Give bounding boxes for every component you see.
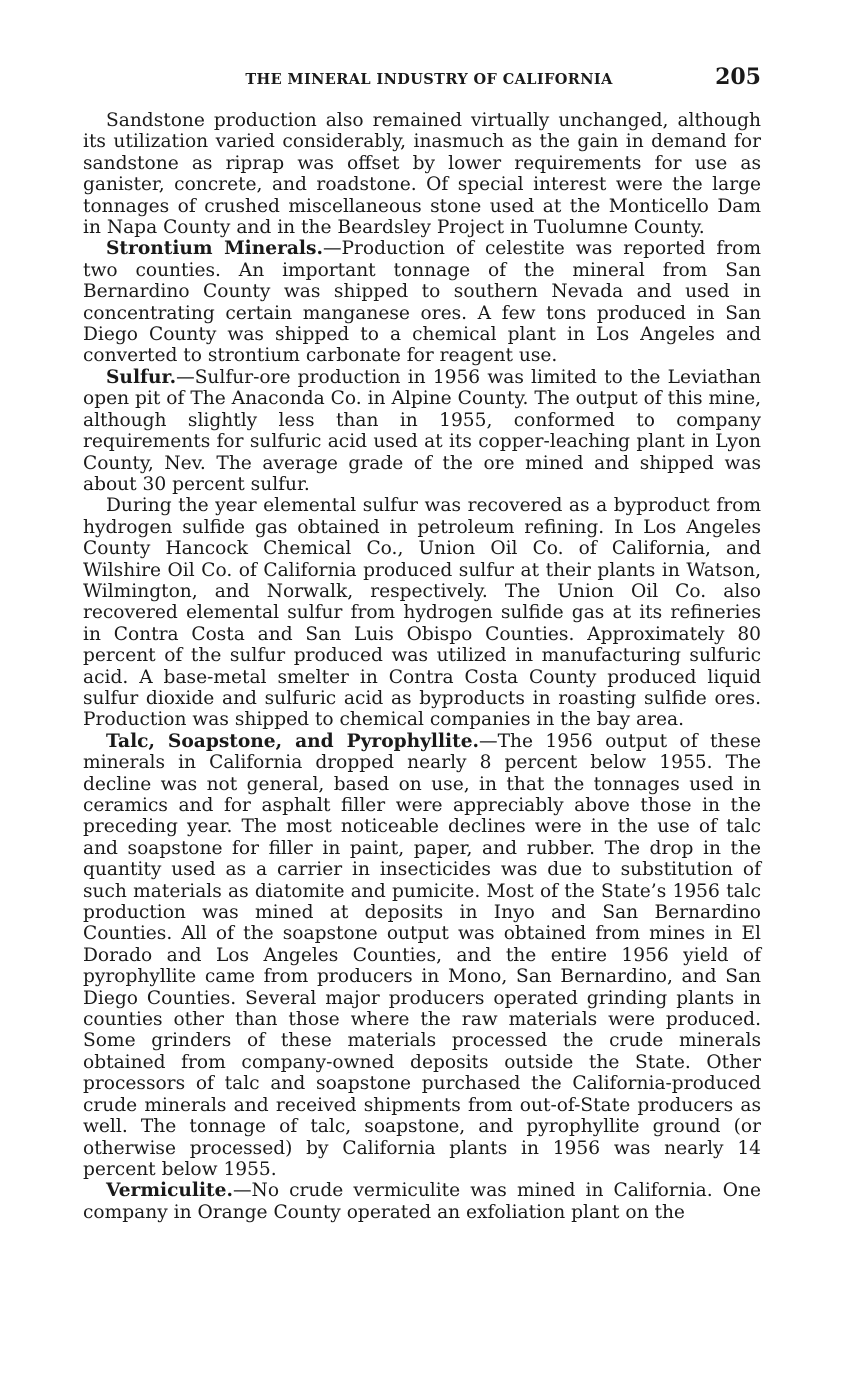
- paragraph-text: —No crude vermiculite was mined in California. One company in Orange County operated an exfoliation plant on the: [83, 1180, 761, 1223]
- document-page: [83, 64, 761, 1223]
- section-heading-sulfur: Sulfur.: [106, 366, 177, 388]
- page-number: 205: [715, 64, 761, 90]
- running-title: THE MINERAL INDUSTRY OF CALIFORNIA: [245, 71, 613, 88]
- body-text: [83, 110, 761, 1223]
- paragraph-text: Sandstone production also remained virtually unchanged, although its utilization varied considerably, inasmuch as the gain in demand for sandstone as riprap was offset by lower requirements for use as ganister, concrete, and roadstone. Of special interest were the large tonnages of crushed miscellaneous stone used at the Monticello Dam in Napa County and in the Beardsley Project in Tuolumne County.: [83, 110, 761, 239]
- section-heading-talc-soapstone-pyrophyllite: Talc, Soapstone, and Pyrophyllite.: [106, 730, 479, 752]
- paragraph-sandstone: [83, 110, 761, 238]
- section-heading-vermiculite: Vermiculite.: [106, 1180, 233, 1202]
- section-heading-strontium-minerals: Strontium Minerals.: [106, 238, 323, 260]
- paragraph-text: During the year elemental sulfur was recovered as a byproduct from hydrogen sulfide gas obtained in petroleum refining. In Los Angeles County Hancock Chemical Co., Union Oil Co. of California, and Wilshire Oil Co. of California produced sulfur at their plants in Watson, Wilmington, and Norwalk, respectively. The Union Oil Co. also recovered elemental sulfur from hydrogen sulfide gas at its refineries in Contra Costa and San Luis Obispo Counties. Approximately 80 percent of the sulfur produced was utilized in manufacturing sulfuric acid. A base-metal smelter in Contra Costa County produced liquid sulfur dioxide and sulfuric acid as byproducts in roasting sulfide ores. Production was shipped to chemical companies in the bay area.: [83, 495, 761, 731]
- paragraph-vermiculite: [83, 1180, 761, 1223]
- paragraph-strontium-minerals: [83, 238, 761, 366]
- paragraph-talc-soapstone-pyrophyllite: [83, 731, 761, 1181]
- running-header: [83, 64, 761, 98]
- paragraph-text: —The 1956 output of these minerals in California dropped nearly 8 percent below 1955. The decline was not general, based on use, in that the tonnages used in ceramics and for asphalt filler were appreciably above those in the preceding year. The most noticeable declines were in the use of talc and soapstone for filler in paint, paper, and rubber. The drop in the quantity used as a carrier in insecticides was due to substitution of such materials as diatomite and pumicite. Most of the State’s 1956 talc production was mined at deposits in Inyo and San Bernardino Counties. All of the soapstone output was obtained from mines in El Dorado and Los Angeles Counties, and the entire 1956 yield of pyrophyllite came from producers in Mono, San Bernardino, and San Diego Counties. Several major producers operated grinding plants in counties other than those where the raw materials were produced. Some grinders of these materials processed the crude minerals obtained from company-owned deposits outside the State. Other processors of talc and soapstone purchased the California-produced crude minerals and received shipments from out-of-State producers as well. The tonnage of talc, soapstone, and pyrophyllite ground (or otherwise processed) by California plants in 1956 was nearly 14 percent below 1955.: [83, 730, 761, 1180]
- paragraph-text: —Sulfur-ore production in 1956 was limited to the Leviathan open pit of The Anaconda Co. in Alpine County. The output of this mine, although slightly less than in 1955, conformed to company requirements for sulfuric acid used at its copper-leaching plant in Lyon County, Nev. The average grade of the ore mined and shipped was about 30 percent sulfur.: [83, 366, 761, 495]
- paragraph-sulfur: [83, 367, 761, 495]
- paragraph-sulfur-byproduct: [83, 495, 761, 730]
- paragraph-text: —Production of celestite was reported from two counties. An important tonnage of the mineral from San Bernardino County was shipped to southern Nevada and used in concentrating certain manganese ores. A few tons produced in San Diego County was shipped to a chemical plant in Los Angeles and converted to strontium carbonate for reagent use.: [83, 238, 761, 367]
